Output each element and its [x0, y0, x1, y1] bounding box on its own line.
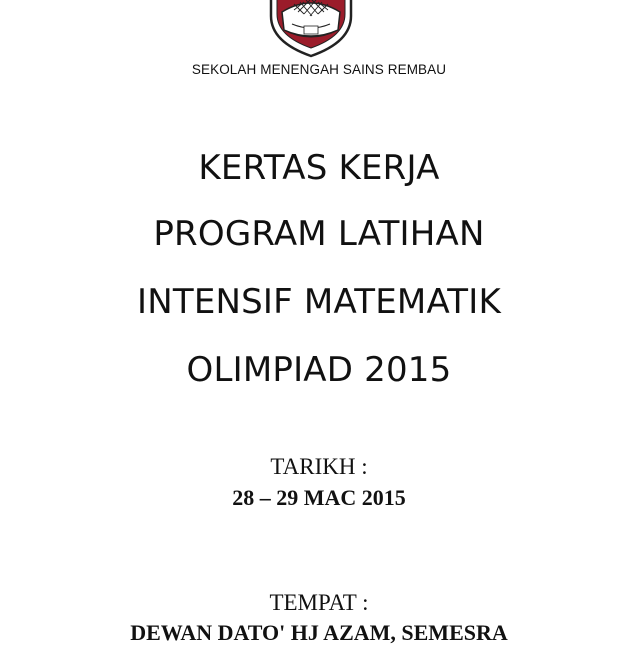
title-line-4: OLIMPIAD 2015	[186, 350, 452, 390]
date-label: TARIKH :	[270, 454, 368, 479]
title-line-1: KERTAS KERJA	[198, 148, 440, 188]
school-name: SEKOLAH MENENGAH SAINS REMBAU	[191, 62, 447, 77]
venue-label: TEMPAT :	[269, 590, 369, 615]
title-line-2: PROGRAM LATIHAN	[153, 214, 485, 254]
venue-value: DEWAN DATO' HJ AZAM, SEMESRA	[130, 620, 508, 645]
date-value: 28 – 29 MAC 2015	[232, 485, 406, 510]
school-crest-logo	[268, 0, 354, 58]
title-line-3: INTENSIF MATEMATIK	[137, 282, 501, 322]
